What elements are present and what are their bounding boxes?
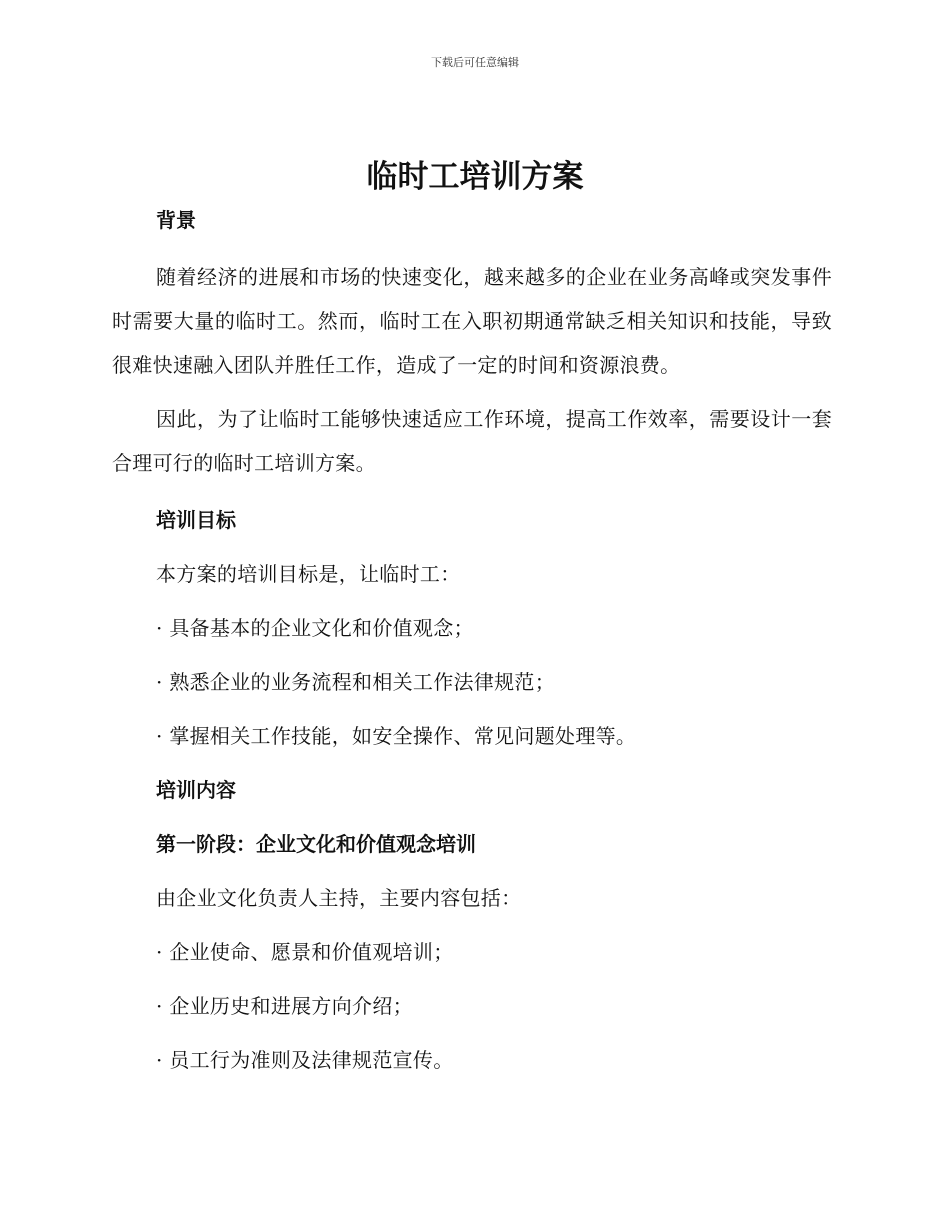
- stage1-heading: 第一阶段：企业文化和价值观念培训: [156, 832, 476, 856]
- paragraph-background-1: 随着经济的进展和市场的快速变化，越来越多的企业在业务高峰或突发事件时需要大量的临时工。然而，临时工在入职初期通常缺乏相关知识和技能，导致很难快速融入团队并胜任工作，造成了一定的时间和资源浪费。: [112, 265, 832, 377]
- stage1-bullet-3: · 员工行为准则及法律规范宣传。: [156, 1048, 454, 1072]
- paragraph-background-2: 因此，为了让临时工能够快速适应工作环境，提高工作效率，需要设计一套合理可行的临时工培训方案。: [112, 407, 832, 475]
- section-heading-background: 背景: [156, 208, 196, 232]
- goals-bullet-1: · 具备基本的企业文化和价值观念；: [156, 616, 474, 640]
- goals-intro: 本方案的培训目标是，让临时工：: [156, 562, 461, 586]
- section-heading-content: 培训内容: [156, 778, 236, 802]
- document-title: 临时工培训方案: [366, 159, 584, 195]
- stage1-bullet-2: · 企业历史和进展方向介绍；: [156, 994, 413, 1018]
- page-header: 下载后可任意编辑: [431, 56, 519, 69]
- goals-bullet-3: · 掌握相关工作技能，如安全操作、常见问题处理等。: [156, 724, 637, 748]
- section-heading-goals: 培训目标: [156, 508, 236, 532]
- stage1-intro: 由企业文化负责人主持，主要内容包括：: [156, 886, 522, 910]
- stage1-bullet-1: · 企业使命、愿景和价值观培训；: [156, 940, 454, 964]
- goals-bullet-2: · 熟悉企业的业务流程和相关工作法律规范；: [156, 670, 556, 694]
- document-body: [112, 205, 832, 1075]
